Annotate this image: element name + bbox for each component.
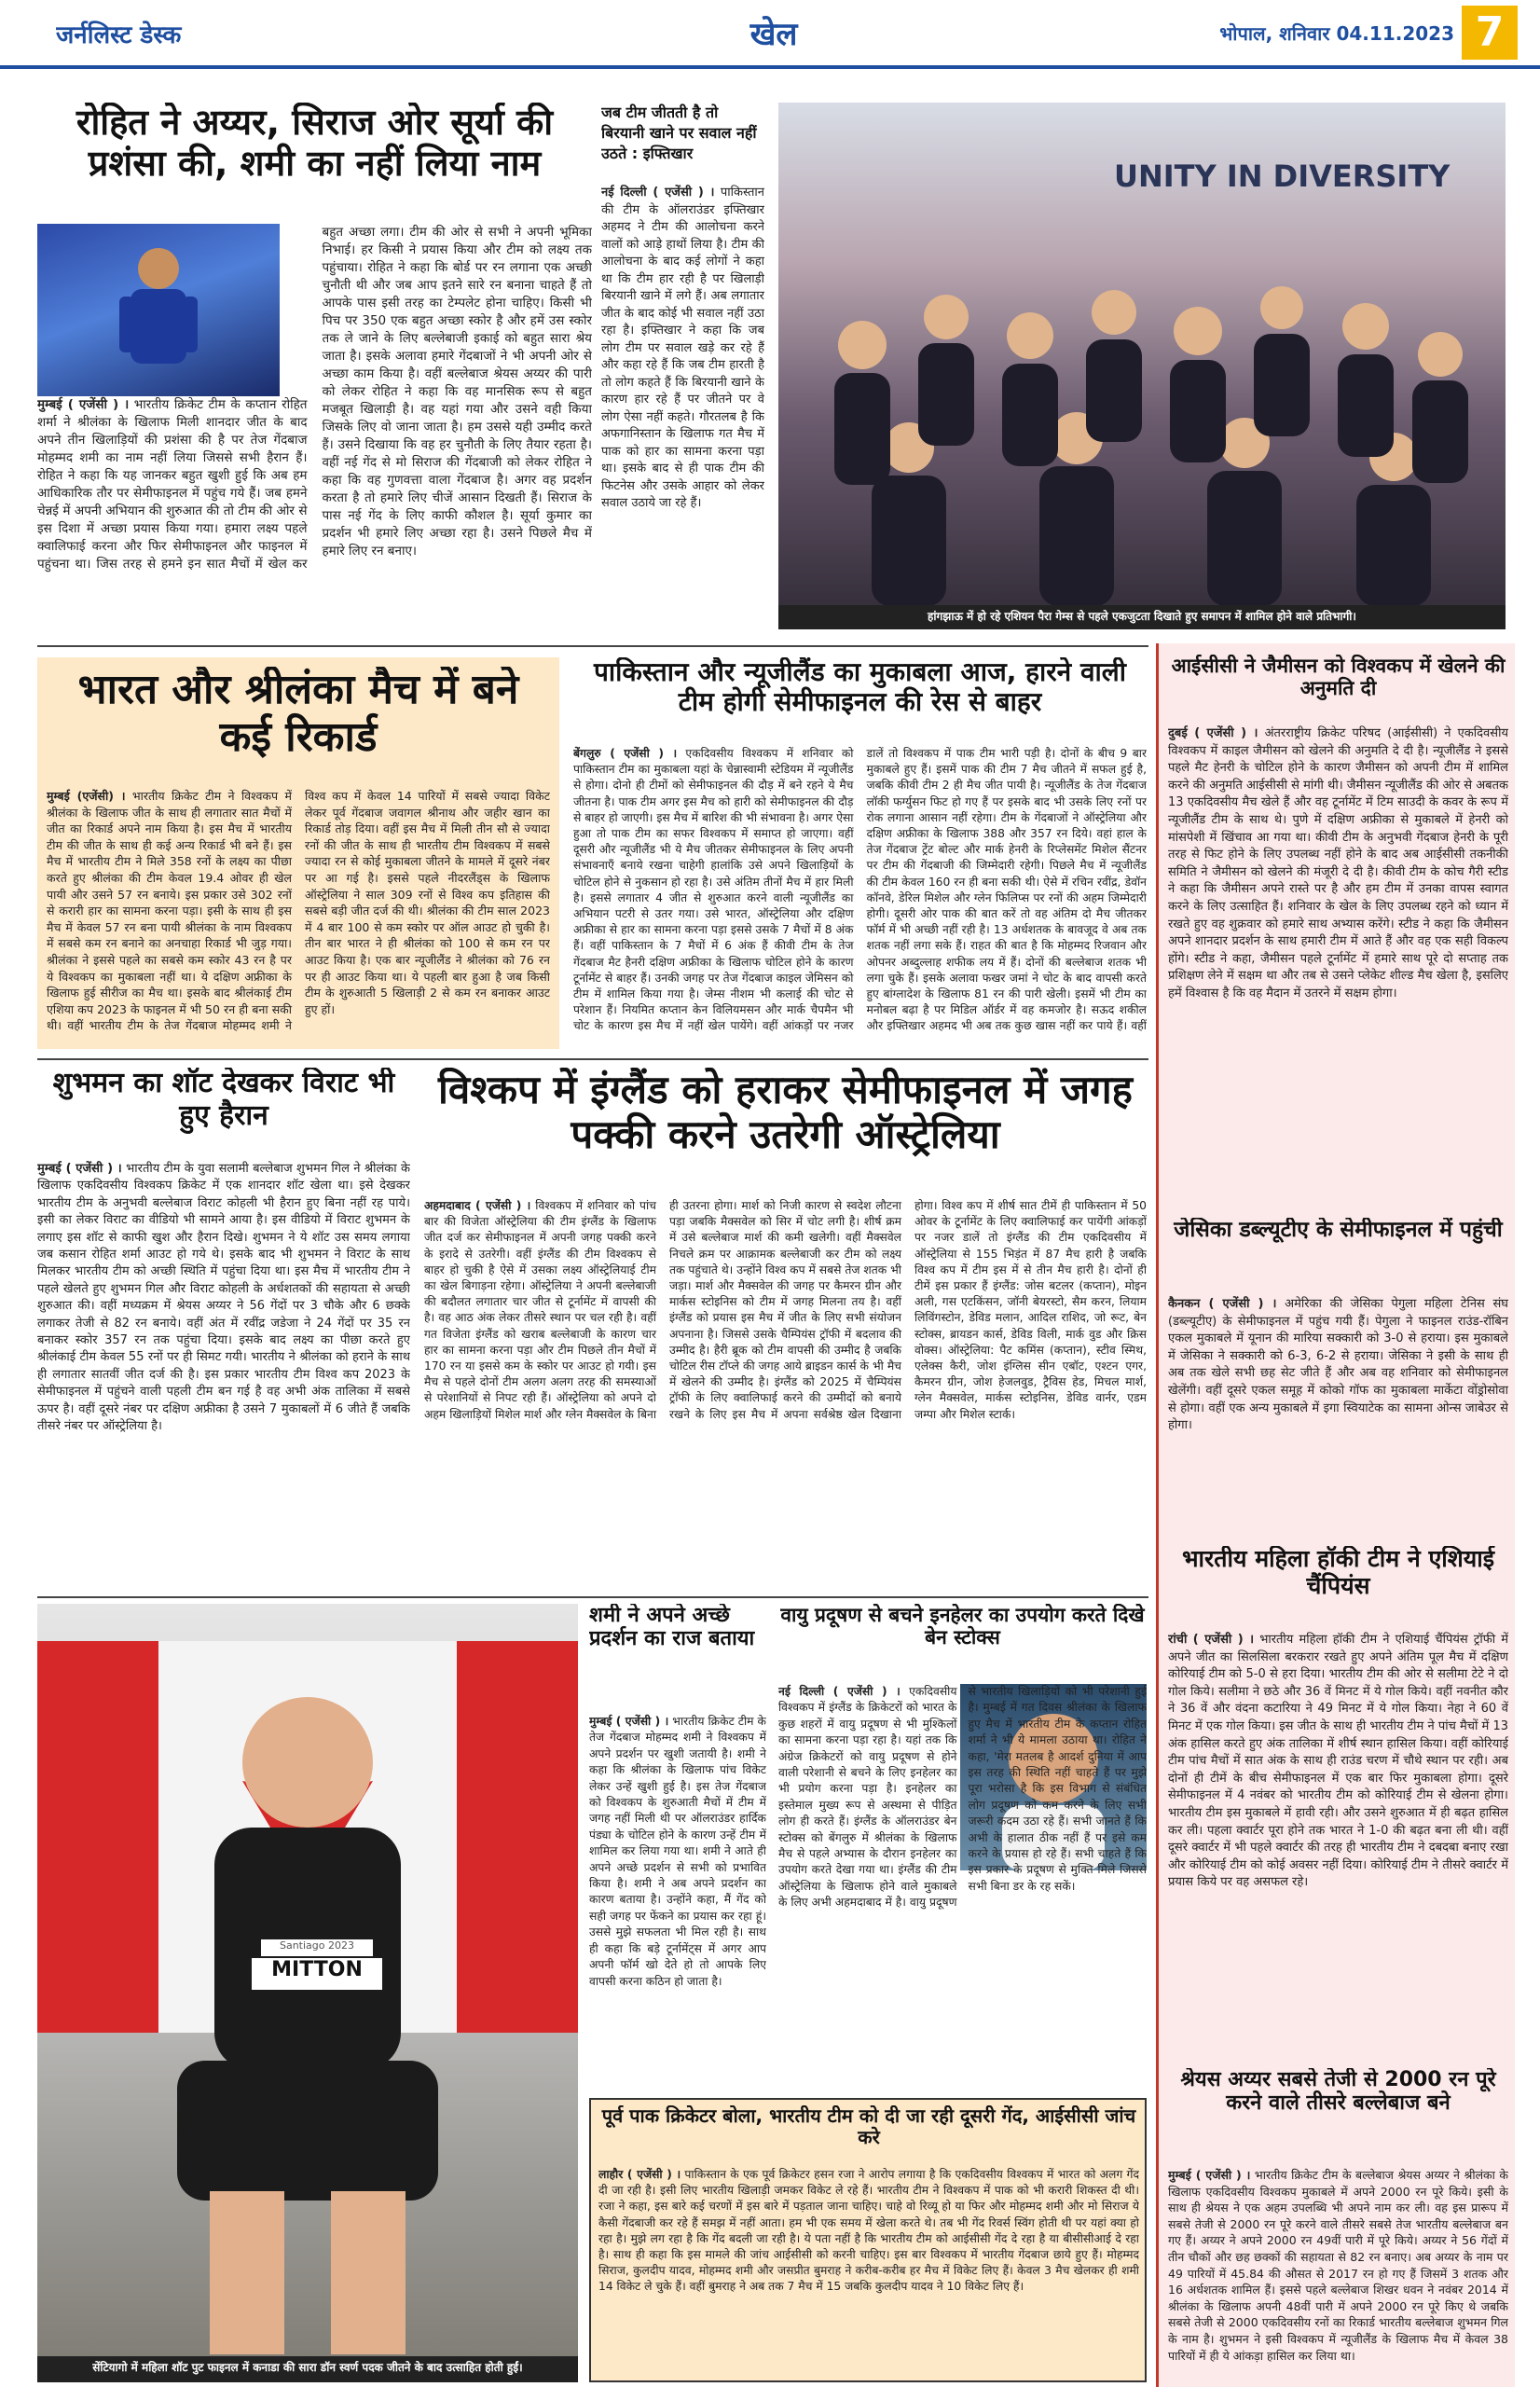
stokes-text: एकदिवसीय विश्वकप में इंग्लैंड के क्रिकेटरों को भारत के कुछ शहरों में वायु प्रदूषण से भी मुश्किलों का सामना करना पड़ा रहा है। यहां तक कि अंग्रेज क्रिकेटरों को वायु प्रदूषण से होने वाली परेशानी से बचने के लिए इनहेलर का भी प्रयोग करना पड़ा है। इनहेलर का इस्तेमाल मुख्य रूप से अस्थमा से पीड़ित लोग ही करते हैं। इंग्लैंड के ऑलराउंडर बेन स्टोक्स को बेंगलुरु में श्रीलंका के खिलाफ मैच से पहले अभ्यास के दौरान इनहेलर का उपयोग करते देखा गया था। इंग्लैंड की टीम ऑस्ट्रेलिया के खिलाफ होने वाले मुकाबले के लिए अभी अहमदाबाद में है। वायु प्रदूषण से भारतीय खिलाड़ियों को भी परेशानी हुई है। मुम्बई में गत दिवस श्रीलंका के खिलाफ हुए मैच में भारतीय टीम के कप्तान रोहित शर्मा ने भी ये मामला उठाया था। रोहित ने कहा, 'मेरा मतलब है आदर्श दुनिया में आप इस तरह की स्थिति नहीं चाहते हैं पर मुझे पूरा भरोसा है कि इस विभाग से संबंधित लोग प्रदूषण को कम करने के लिए सभी जरूरी कदम उठा रहे हैं। सभी जानते हैं कि अभी के हालात ठीक नहीं हैं पर इसे कम करने के प्रयास हो रहे हैं। सभी चाहते हैं कि इस प्रकार के प्रदूषण से मुक्ति मिले जिससे सभी बिना डर के रह सकें।: [778, 1685, 1147, 1910]
rohit-text: भारतीय क्रिकेट टीम के कप्तान रोहित शर्मा ने श्रीलंका के खिलाफ मिली शानदार जीत के बाद अपने तीन खिलाड़ियों की प्रशंसा की है पर तेज गेंदबाज मोहम्मद शमी का नाम नहीं लिया जिससे सभी हैरान हैं। रोहित ने कहा कि यह जानकर बहुत खुशी हुई कि अब हम आधिकारिक तौर पर सेमीफाइनल में पहुंच गये हैं। जब हमने चेन्नई में अपनी अभियान की शुरुआत की तो टीम की ओर से इस दिशा में अच्छा प्रयास किया गया। हमारा लक्ष्य पहले क्वालिफाई करना और फिर सेमीफाइनल और फाइनल में पहुंचना था। जिस तरह से हमने इन सात मैचों में खेल कर बहुत अच्छा लगा। टीम की ओर से सभी ने अपनी भूमिका निभाई। हर किसी ने प्रयास किया और टीम को लक्ष्य तक पहुंचाया। रोहित ने कहा कि बोर्ड पर रन लगाना एक अच्छी चुनौती थी और जब आप इतने सारे रन बनाना चाहते हैं तो आपके पास इसी तरह का टेम्पलेट होना चाहिए। किसी भी पिच पर 350 एक बहुत अच्छा स्कोर है और हमें उस स्कोर तक ले जाने के लिए बल्लेबाजी इकाई को बहुत सारा श्रेय जाता है। इसके अलावा हमारे गेंदबाजों ने भी अपनी ओर से अच्छा काम किया है। वहीं बल्लेबाज श्रेयस अय्यर की पारी को लेकर रोहित ने कहा कि वह मानसिक रूप से बहुत मजबूत खिलाड़ी है। वह यहां गया और उसने वही किया जिसके लिए वो जाना जाता है। हम उससे यही उम्मीद करते हैं। उसने दिखाया कि वह हर चुनौती के लिए तैयार रहता है। वहीं नई गेंद से मो सिराज की गेंदबाजी को लेकर रोहित ने कहा कि वह गुणवत्ता वाला गेंदबाज है। अगर वह प्रदर्शन करता है तो हमारे लिए चीजें आसान दिखती हैं। सिराज के पास नई गेंद के लिए काफी कौशल है। सूर्या कुमार का प्रदर्शन भी हमारे लिए अच्छा रहा है। उसने पिछले मैच में हमारे लिए रन बनाए।: [37, 225, 592, 572]
shreyas-body: [1168, 2167, 1508, 2381]
jamieson-text: अंतरराष्ट्रीय क्रिकेट परिषद (आईसीसी) ने एकदिवसीय विश्वकप में काइल जैमीसन को खेलने की अनुमति दे दी है। न्यूजीलैंड ने इससे पहले मैट हेनरी के चोटिल होने के कारण जैमीसन को अपनी टीम में शामिल करने की अनुमति आईसीसी से मांगी थी। जैमीसन न्यूजीलैंड की ओर से अबतक 13 एकदिवसीय मैच खेले हैं और वह टूर्नामेंट में टिम साउदी के कवर के रूप में न्यूजीलैंड टीम के साथ थे। पुणे में दक्षिण अफ्रीका से मुकाबले में हेनरी को मांसपेशी में खिंचाव आ गया था। कीवी टीम के अनुभवी गेंदबाज हेनरी के पूरी तरह से फिट होने के लिए उपलब्ध नहीं होने के बाद अब आईसीसी तकनीकी समिति ने जैमीसन को खेलने की मंजूरी दे दी है। कीवी टीम के कोच गैरी स्टीड ने कहा कि जैमीसन अपने रास्ते पर है और हम टीम में उनका वापस स्वागत करने के लिए उत्साहित हैं। शनिवार के खेल के लिए उपलब्ध रहने को ध्यान में रखते हुए वह शुक्रवार को हमारे साथ अभ्यास करेंगे। स्टीड ने कहा कि जैमीसन अपने शानदार प्रदर्शन के साथ हमारी टीम में आते हैं और वह एक सही विकल्प होंगे। स्टीड ने कहा, जैमीसन पहले टूर्नामेंट में हमारे साथ पूरे दो सप्ताह तक प्रशिक्षण लेने में सक्षम था और तब से उसने प्लेकेट शील्ड मैच खेला है, इसलिए हमें विश्वास है कि वह मैदान में उतरने में सक्षम होगा।: [1168, 726, 1508, 1000]
rohit-dateline: मुम्बई ( एजेंसी ) ।: [37, 397, 130, 412]
records-story: [37, 657, 559, 1049]
divider: [37, 1596, 1148, 1598]
australia-dateline: अहमदाबाद ( एजेंसी ) ।: [424, 1199, 531, 1212]
shubman-headline: शुभमन का शॉट देखकर विराट भी हुए हैरान: [52, 1068, 395, 1132]
stokes-story: [778, 1604, 1147, 2089]
records-headline: भारत और श्रीलंका मैच में बने कई रिकार्ड: [77, 667, 519, 761]
australia-story: [424, 1068, 1147, 1590]
biryani-body: [601, 185, 764, 634]
shreyas-dateline: मुम्बई ( एजेंसी ) ।: [1168, 2168, 1251, 2182]
jessica-dateline: कैनकन ( एजेंसी ) ।: [1168, 1297, 1277, 1311]
mitton-photo: [37, 1604, 578, 2382]
section-title: खेल: [749, 16, 798, 53]
divider: [37, 645, 1148, 647]
shami-body: [589, 1714, 766, 2089]
mitton-caption: सेंटियागो में महिला शॉट पुट फाइनल में कनाडा की सारा डॉन स्वर्ण पदक जीतने के बाद उत्साहित होती हुईं।: [37, 2356, 578, 2382]
stokes-dateline: नई दिल्ली ( एजेंसी ) ।: [778, 1685, 901, 1698]
paknz-body: [573, 746, 1147, 1049]
shubman-story: [37, 1068, 410, 1590]
stokes-body: [778, 1684, 1147, 2089]
shami-dateline: मुम्बई ( एजेंसी ) ।: [589, 1715, 669, 1728]
biryani-story: [601, 103, 764, 634]
unity-banner: UNITY IN DIVERSITY: [1114, 159, 1451, 194]
rohit-headline: रोहित ने अय्यर, सिराज ओर सूर्या की प्रशंसा की, शमी का नहीं लिया नाम: [76, 103, 554, 184]
crowd-of-athletes-icon: [778, 214, 1506, 606]
records-dateline: मुम्बई (एजेंसी) ।: [47, 789, 126, 803]
shami-headline: शमी ने अपने अच्छे प्रदर्शन का राज बताया: [589, 1604, 755, 1651]
paknz-dateline: बेंगलुरु ( एजेंसी ) ।: [573, 747, 678, 760]
hockey-dateline: रांची ( एजेंसी ) ।: [1168, 1633, 1255, 1647]
rohit-body: [37, 224, 592, 634]
biryani-headline: जब टीम जीतती है तो बिरयानी खाने पर सवाल नहीं उठते : इफ्तिखार: [601, 103, 757, 162]
shubman-body: [37, 1161, 410, 1590]
page-number: 7: [1462, 6, 1518, 60]
jessica-body: [1168, 1296, 1508, 1538]
shreyas-headline: श्रेयस अय्यर सबसे तेजी से 2000 रन पूरे करने वाले तीसरे बल्लेबाज बने: [1180, 2068, 1496, 2116]
bib-sub: Santiago 2023: [261, 1939, 373, 1956]
paknz-headline: पाकिस्तान और न्यूजीलैंड का मुकाबला आज, हारने वाली टीम होगी सेमीफाइनल की रेस से बाहर: [593, 657, 1127, 718]
rohit-story: [37, 103, 592, 634]
stokes-headline: वायु प्रदूषण से बचने इनहेलर का उपयोग करते दिखे बेन स्टोक्स: [780, 1604, 1145, 1649]
bowler-dateline: लाहौर ( एजेंसी ) ।: [598, 2168, 681, 2181]
masthead-date: भोपाल, शनिवार 04.11.2023: [1219, 22, 1454, 45]
shubman-text: भारतीय टीम के युवा सलामी बल्लेबाज शुभमन गिल ने श्रीलंका के खिलाफ एकदिवसीय विश्वकप क्रिकेट में एक शानदार शॉट खेला था। इसे देखकर भारतीय टीम के अनुभवी बल्लेबाज विराट कोहली भी हैरान हुए बिना नहीं रह पाये। इसी का लेकर विराट का वीडियो भी सामने आया है। इस वीडियो में विराट शुभमन के लगाए इस शॉट से काफी खुश और हैरान दिखे। शुभमन ने ये शॉट उस समय लगाया जब कसान रोहित शर्मा आउट हो गये थे। इसके बाद भी शुभमन ने विराट के साथ मिलकर भारतीय टीम को अच्छी स्थिति में पहुंचा दिया था। इस मैच में भारतीय टीम ने पहले खेलते हुए शुभमन गिल और विराट कोहली के अर्धशतकों की सहायता से अच्छी शुरुआत की। वहीं मध्यक्रम में श्रेयस अय्यर ने 56 गेंदों पर 3 चौके और 6 छक्के लगाकर तेजी से 82 रन बनाये। वहीं अंत में रवींद्र जडेजा ने 24 गेंदों पर 35 रन बनाकर स्कोर 357 रन तक पहुंचा दिया। इसके बाद लक्ष्य का पीछा करते हुए श्रीलंकाई टीम केवल 55 रनों पर ही सिमट गयी। भारतीय ने श्रीलंका को हराने के साथ ही लगातार सातवीं जीत दर्ज की है। इस प्रकार भारतीय टीम विश्व कप 2023 के सेमीफाइनल में पहुंचने वाली पहली टीम बन गई है वह अभी अंक तालिका में सबसे ऊपर है। वहीं दूसरे नंबर पर दक्षिण अफ्रीका है उसने 7 मुकाबलों में 6 जीते हैं जबकि तीसरे नंबर पर ऑस्ट्रेलिया है।: [37, 1162, 410, 1434]
divider: [37, 1058, 1148, 1060]
jamieson-headline: आईसीसी ने जैमीसन को विश्वकप में खेलने की अनुमति दी: [1171, 655, 1506, 700]
biryani-dateline: नई दिल्ली ( एजेंसी ) ।: [601, 186, 715, 200]
jessica-text: अमेरिका की जेसिका पेगुला महिला टेनिस संघ (डब्ल्यूटीए) के सेमीफाइनल में पहुंच गयी हैं। पेगुला ने फाइनल राउंड-रॉबिन एकल मुकाबले में यूनान की मारिया सक्कारी को 3-0 से हराया। इस मुकाबले में जेसिका ने सक्कारी को 6-3, 6-2 से हराया। जेसिका ने इसी के साथ ही अब तक खेले सभी छह सेट जीते हैं और अब वह शनिवार को सेमीफाइनल खेलेंगी। वहीं दूसरे एकल समूह में कोको गॉफ का मुकाबला मार्केटा वोंड्रोसोवा से होगा। वहीं एक अन्य मुकाबले में इगा स्वियाटेक का सामना ओन्स जाबेउर से होगा।: [1168, 1297, 1508, 1433]
jamieson-dateline: दुबई ( एजेंसी ) ।: [1168, 726, 1258, 740]
paknz-story: [573, 657, 1147, 1049]
australia-text: विश्वकप में शनिवार को पांच बार की विजेता ऑस्ट्रेलिया की टीम इंग्लैंड के खिलाफ जीत दर्ज कर सेमीफाइनल में अपनी जगह पक्की करने के इरादे से उतरेगी। वहीं इंग्लैंड की टीम विश्वकप से बाहर हो चुकी है ऐसे में उसका लक्ष्य ऑस्ट्रेलियाई टीम का खेल बिगाड़ना रहेगा। ऑस्ट्रेलिया ने अपनी बल्लेबाजी की बदौलत लगातार चार जीत से टूर्नामेंट में वापसी की है। वह आठ अंक लेकर तीसरे स्थान पर चल रही है। वहीं गत विजेता इंग्लैंड को खराब बल्लेबाजी के कारण चार हार का सामना करना पड़ा और टीम पिछले तीन मैचों में 170 रन या इससे कम के स्कोर पर आउट हो गयी। इस मैच से पहले दोनों टीम अलग अलग तरह की समस्याओं से परेशानियों से निपट रही हैं। ऑस्ट्रेलिया को अपने दो अहम खिलाड़ियों मिशेल मार्श और ग्लेन मैक्सवेल के बिना ही उतरना होगा। मार्श को निजी कारण से स्वदेश लौटना पड़ा जबकि मैक्सवेल को सिर में चोट लगी है। शीर्ष क्रम में उसे बल्लेबाज मार्श की कमी खलेगी। वहीं मैक्सवेल निचले क्रम पर आक्रामक बल्लेबाजी कर टीम को लक्ष्य तक पहुंचाते थे। उन्होंने विश्व कप में सबसे तेज शतक भी जड़ा। मार्श और मैक्सवेल की जगह पर कैमरन ग्रीन और मार्कस स्टोइनिस को टीम में जगह मिलना तय है। वहीं इंग्लैंड को प्रयास इस मैच में जीत के लिए सभी संयोजन अपनाना है। जिससे उसके चैम्पियंस ट्रॉफी में बदलाव की उम्मीद है। हैरी ब्रूक को टीम वापसी की उम्मीद है जबकि चोटिल रीस टॉप्ले की जगह आये ब्राइडन कार्स के भी मैच में खेलने की उम्मीद है। इंग्लैंड को 2025 में चैम्पियंस ट्रॉफी के लिए क्वालिफाई करने की उम्मीदों को बनाये रखने के लिए इस मैच में अपना सर्वश्रेष्ठ खेल दिखाना होगा। विश्व कप में शीर्ष सात टीमें ही पाकिस्तान में 50 ओवर के टूर्नामेंट के लिए क्वालिफाई कर पायेंगी आंकड़ों पर नजर डालें तो इंग्लैंड की टीम एकदिवसीय में ऑस्ट्रेलिया से 155 भिड़ंत में 87 मैच हारी है जबकि विश्व कप में टीम इस में से तीन मैच हारी है। दोनों ही टीमें इस प्रकार हैं इंग्लैंड: जोस बटलर (कप्तान), मोइन अली, गस एटकिंसन, जॉनी बेयरस्टो, सैम करन, लियाम लिविंगस्टोन, डेविड मलान, आदिल राशिद, जो रूट, बेन स्टोक्स, ब्रायडन कार्स, डेविड विली, मार्क वुड और क्रिस वोक्स। ऑस्ट्रेलिया: पैट कमिंस (कप्तान), स्टीव स्मिथ, एलेक्स कैरी, जोश इंग्लिस सीन एबॉट, एश्टन एगर, कैमरन ग्रीन, जोश हेजलवुड, ट्रैविस हेड, मिचल मार्श, ग्लेन मैक्सवेल, मार्कस स्टोइनिस, डेविड वार्नर, एडम जम्पा और मिशेल स्टार्क।: [424, 1199, 1147, 1421]
biryani-text: पाकिस्तान की टीम के ऑलराउंडर इफ्तिखार अहमद ने टीम की आलोचना करने वालों को आड़े हाथों लिया है। टीम की आलोचना के बाद कई लोगों ने कहा था कि टीम हार रही है पर खिलाड़ी बिरयानी खाने में लगे हैं। अब लगातार जीत के बाद कोई भी सवाल नहीं उठा रहा है। इफ्तिखार ने कहा कि जब लोग टीम पर सवाल खड़े कर रहे हैं और कहा रहे हैं कि जब टीम हारती है तो लोग कहते हैं कि बिरयानी खाने के कारण हार रहे हैं पर जीतने पर वे लोग ऐसा नहीं कहते। गौरतलब है कि अफगानिस्तान के खिलाफ गत मैच में पाक को हार का सामना करना पड़ा था। इसके बाद से ही पाक टीम की फिटनेस और उसके आहार को लेकर सवाल उठाये जा रहे हैं।: [601, 186, 764, 510]
unity-photo: [778, 103, 1506, 629]
bowler-story: [589, 2098, 1147, 2382]
paknz-text: एकदिवसीय विश्वकप में शनिवार को पाकिस्तान टीम का मुकाबला यहां के चेन्नास्वामी स्टेडियम में न्यूजीलैंड से होगा। दोनो ही टीमों को सेमीफाइनल की दौड़ में बने रहने ये मैच जीतना है। पाक टीम अगर इस मैच को हारी को सेमीफाइनल की दौड़ से बाहर हो जाएगी। इस मैच में बारिश की भी संभावना है। अगर ऐसा हुआ तो पाक टीम का सफर विश्वकप में समाप्त हो जाएगा। वहीं दूसरी और न्यूजीलैंड भी ये मैच जीतकर सेमीफाइनल के लिए अपनी संभावनाएँ बनाये रखना चाहेगी हालांकि उसे अपने खिलाड़ियों के चोटिल होने से नुकसान हो रहा है। उसे अंतिम तीनों मैच में हार मिली है। इससे लगातार 4 जीत से शुरुआत करने वाली न्यूजीलैंड का अभियान पटरी से उतर गया। उसे भारत, ऑस्ट्रेलिया और दक्षिण अफ्रीका से हार का सामना करना पड़ा इससे उसके 7 मैचों में 8 अंक हैं। वहीं पाकिस्तान के 7 मैचों में 6 अंक हैं कीवी टीम के तेज गेंदबाज मैट हैनरी दक्षिण अफ्रीका के खिलाफ चोटिल होने के कारण टूर्नामेंट से बाहर हैं। उनकी जगह पर तेज गेंदबाज काइल जेमिसन को टीम में शामिल किया गया है। जेम्स नीशम भी कलाई की चोट से परेशान हैं। नियमित कप्तान केन विलियमसन और मार्क चैपमैन भी चोट के कारण इस मैच में नहीं खेल पायेंगे। वहीं आंकड़ों पर नजर डालें तो विश्वकप में पाक टीम भारी पड़ी है। दोनों के बीच 9 बार मुकाबले हुए हैं। इसमें पाक की टीम 7 मैच जीतने में सफल हुई है, जबकि कीवी टीम 2 ही मैच जीत पायी है। न्यूजीलैंड के तेज गेंदबाज लॉकी फर्ग्युसन फिट हो गए हैं पर इसके बाद भी उसके लिए रनों पर रोक लगाना आसान नहीं रहेगा। टीम के गेंदबाजों ने ऑस्ट्रेलिया और दक्षिण अफ्रीका के खिलाफ 388 और 357 रन दिये। वहां हाल के तेज गेंदबाज ट्रेंट बोल्ट और मार्क हेनरी के रिप्लेसमेंट मिशेल सैंटनर पर टीम की गेंदबाजी की जिम्मेदारी रहेगी। पिछले मैच में न्यूजीलैंड की टीम केवल 160 रन ही बना सकी थी। ऐसे में रचिन रवींद्र, डेवॉन कॉनवे, डेरिल मिशेल और ग्लेन फिलिप्स पर रनों की अहम जिम्मेदारी होगी। दूसरी ओर पाक की बात करें तो वह अंतिम दो मैच जीतकर फॉर्म में भी अच्छी नहीं रही है। 13 अर्धशतक के बावजूद वे अब तक शतक नहीं लगा सके हैं। राहत की बात है कि मोहम्मद रिजवान और ओपनर अब्दुल्लाह शफीक लय में हैं। दोनों की बल्लेबाज शतक भी लगा चुके हैं। इसके अलावा फखर जमां ने चोट के बाद वापसी करते हुए बांग्लादेश के खिलाफ 81 रन की पारी खेली। इसमें भी टीम का मनोबल बढ़ा है पर मिडिल ऑर्डर में वह कमजोर है। सऊद शकील और इफ्तिखार अहमद भी अब तक कुछ खास नहीं कर पाये हैं। वहीं: [573, 747, 1147, 1033]
records-text: भारतीय क्रिकेट टीम ने विश्वकप में श्रीलंका के खिलाफ जीत के साथ ही लगातार सात मैचों में जीत का रिकार्ड अपने नाम किया है। इस मैच में भारतीय टीम की जीत के साथ ही कई अन्य रिकार्ड भी बने हैं। इस मैच में भारतीय टीम ने मिले 358 रनों के लक्ष्य का पीछा करते हुए श्रीलंका की टीम केवल 19.4 ओवर ही खेल पायी और उसने 57 रन बनाये। इस प्रकार उसे 302 रनों से करारी हार का सामना करना पड़ा। इसी के साथ ही इस मैच में केवल 57 रन बना पायी श्रीलंका के नाम विश्वकप में सबसे कम रन बनाने का अनचाहा रिकार्ड भी जुड़ गया। श्रीलंका ने इससे पहले का सबसे कम स्कोर 43 रन है पर ये विश्वकप का मुकाबला नहीं था। ये दक्षिण अफ्रीका के खिलाफ हुई सीरीज का मैच था। इसके बाद श्रीलंकाई टीम एशिया कप 2023 के फाइनल में भी 50 रन ही बना सकी थी। वहीं भारतीय टीम के तेज गेंदबाज मोहम्मद शमी ने विश्व कप में केवल 14 पारियों में सबसे ज्यादा विकेट लेकर पूर्व गेंदबाज जवागल श्रीनाथ और जहीर खान का रिकार्ड तोड़ दिया। वहीं इस मैच में मिली तीन सौ से ज्यादा रनों की जीत के साथ ही भारतीय टीम विश्वकप में सबसे ज्यादा रन से कोई मुकाबला जीतने के मामले में दूसरे नंबर पर आ गई है। इससे पहले नीदरलैंड्स के खिलाफ ऑस्ट्रेलिया ने साल 309 रनों से विश्व कप इतिहास की सबसे बड़ी जीत दर्ज की थी। श्रीलंका की टीम साल 2023 में 4 बार 100 से कम स्कोर पर ऑल आउट हो चुकी है। तीन बार भारत ने ही श्रीलंका को 100 से कम रन पर आउट किया है। एक बार न्यूजीलैंड ने श्रीलंका को 76 रन पर ही आउट किया था। ये पहली बार हुआ है जब किसी टीम के शुरुआती 5 खिलाड़ी 2 से कम रन बनाकर आउट हुए हों।: [47, 789, 550, 1033]
shreyas-text: भारतीय क्रिकेट टीम के बल्लेबाज श्रेयस अय्यर ने श्रीलंका के खिलाफ एकदिवसीय विश्वकप मुकाबले में अपने 2000 रन पूरे किये। इसी के साथ ही श्रेयस ने एक अहम उपलब्धि भी अपने नाम कर ली। वह इस प्रारूप में सबसे तेजी से 2000 रन पूरे करने वाले तीसरे सबसे तेज भारतीय बल्लेबाज बन गए हैं। अय्यर ने अपने 2000 रन 49वीं पारी में पूरे किये। अय्यर ने 56 गेंदों में तीन चौकों और छह छक्कों की सहायता से 82 रन बनाए। अब अय्यर के नाम पर 49 पारियों में 45.84 की औसत से 2017 रन हो गए हैं जिसमें 3 शतक और 16 अर्धशतक शामिल हैं। इससे पहले बल्लेबाज शिखर धवन ने नवंबर 2014 में श्रीलंका के खिलाफ अपनी 48वीं पारी में अपने 2000 रन पूरे किए थे जबकि सबसे तेजी से 2000 एकदिवसीय रनों का रिकार्ड भारतीय बल्लेबाज शुभमन गिल के नाम है। शुभमन ने इसी विश्वकप में न्यूजीलैंड के खिलाफ मैच में केवल 38 पारियों में ही ये आंकड़ा हासिल कर लिया था।: [1168, 2168, 1508, 2363]
bib-name: MITTON: [252, 1958, 382, 1990]
right-sidebar: [1156, 643, 1515, 2387]
records-body: [47, 788, 550, 1042]
bowler-headline: पूर्व पाक क्रिकेटर बोला, भारतीय टीम को दी जा रही दूसरी गेंद, आईसीसी जांच करे: [601, 2105, 1136, 2148]
shami-text: भारतीय क्रिकेट टीम के तेज गेंदबाज मोहम्मद शमी ने विश्वकप में अपने प्रदर्शन पर खुशी जतायी है। शमी ने कहा कि श्रीलंका के खिलाफ पांच विकेट लेकर उन्हें खुशी हुई है। इस तेज गेंदबाज को विश्वकप के शुरुआती मैचों में टीम में जगह नहीं मिली थी पर ऑलराउंडर हार्दिक पंड्या के चोटिल होने के कारण उन्हें टीम में शामिल कर लिया गया था। शमी ने आते ही अपने अच्छे प्रदर्शन से सभी को प्रभावित किया है। शमी ने अब अपने प्रदर्शन का कारण बताया है। उन्होंने कहा, मैं गेंद को सही जगह पर फेंकने का प्रयास कर रहा हूं। उससे मुझे सफलता भी मिल रही है। साथ ही कहा कि बड़े टूर्नामेंट्स में अगर आप अपनी फॉर्म खो देते हो तो आपके लिए वापसी करना कठिन हो जाता है।: [589, 1715, 766, 1988]
bowler-body: [598, 2167, 1139, 2378]
bowler-text: पाकिस्तान के एक पूर्व क्रिकेटर हसन रजा ने आरोप लगाया है कि एकदिवसीय विश्वकप में भारत को अलग गेंद दी जा रही है। इसी लिए भारतीय खिलाड़ी जमकर विकेट ले रहे हैं। भारतीय टीम ने विश्वकप में पाक को भी करारी शिकस्त दी थी। रजा ने कहा, इस बारे कई चरणों में इस बारे में पड़ताल जाना चाहिए। चाहे वो रिव्यू हो या फिर और मोहम्मद शमी और मो सिराज ये कैसी गेंदबाजी कर रहे हैं समझ में नहीं आता। हम भी एक समय में खेला करते थे। तब भी गेंद रिवर्स स्विंग होती थी पर यहां क्या हो रहा है। मुझे लग रहा है कि गेंद बदली जा रही है। ये पता नहीं है कि भारतीय टीम को आईसीसी गेंद दे रहा है या बीसीसीआई दे रहा है। साथ ही कहा कि इस मामले की जांच आईसीसी को करनी चाहिए। इस बार विश्वकप में भारतीय गेंदबाज छाये हुए हैं। मोहम्मद सिराज, कुलदीप यादव, मोहम्मद शमी और जसप्रीत बुमराह ने करीब-करीब हर मैच में विकेट लिए हैं। केवल 3 मैच खेलकर ही शमी 14 विकेट ले चुके हैं। वहीं बुमराह ने अब तक 7 मैच में 15 जबकि कुलदीप यादव ने 10 विकेट लिए हैं।: [598, 2168, 1139, 2294]
jessica-headline: जेसिका डब्ल्यूटीए के सेमीफाइनल में पहुंची: [1174, 1218, 1503, 1242]
hockey-body: [1168, 1632, 1508, 2061]
masthead: [0, 0, 1540, 69]
hockey-headline: भारतीय महिला हॉकी टीम ने एशियाई चैंपियंस: [1181, 1546, 1495, 1599]
unity-caption: हांगझाऊ में हो रहे एशियन पैरा गेम्स से पहले एकजुटता दिखाते हुए समापन में शामिल होने वाले प्रतिभागी।: [778, 605, 1506, 629]
rohit-photo-spacer: [37, 224, 308, 396]
australia-headline: विश्कप में इंग्लैंड को हराकर सेमीफाइनल में जगह पक्की करने उतरेगी ऑस्ट्रेलिया: [438, 1068, 1133, 1158]
australia-body: [424, 1198, 1147, 1590]
jamieson-body: [1168, 725, 1508, 1210]
shubman-dateline: मुम्बई ( एजेंसी ) ।: [37, 1162, 122, 1176]
shami-story: [589, 1604, 766, 2089]
masthead-left-label: जर्नलिस्ट डेस्क: [56, 21, 182, 49]
hockey-text: भारतीय महिला हॉकी टीम ने एशियाई चैंपियंस ट्रॉफी में अपने जीत का सिलसिला बरकरार रखते हुए अपने अंतिम पूल मैच में दक्षिण कोरियाई टीम को 5-0 से हरा दिया। भारतीय टीम की ओर से सलीमा टेटे ने दो गोल किये। सलीमा ने छठे और 36 वें मिनट में ये गोल किये। वहीं नवनीत कौर ने 36 वें और वंदना कटारिया ने 49 मिनट में ये गोल किया। नेहा ने 60 वें मिनट में एक गोल किया। इस जीत के साथ ही भारतीय टीम ने पांच मैचों में 13 अंक हासिल करते हुए अंक तालिका में शीर्ष स्थान हासिल किया। वहीं कोरियाई टीम पांच मैचों में सात अंक के साथ ही राउंड चरण में चौथे स्थान पर रही। अब दोनों ही टीमें के बीच सेमीफाइनल में एक बार फिर मुकाबला होगा। दूसरे सेमीफाइनल में 4 नवंबर को भारतीय टीम को कोरियाई टीम से खेलना होगा। भारतीय टीम इस मुकाबले में हावी रही। और उसने शुरुआत में ही बढ़त हासिल कर ली। पहला क्वार्टर पूरा होने तक भारत ने 1-0 की बढ़त बना ली थी। वहीं दूसरे क्वार्टर में भी पहले क्वार्टर की तरह ही भारतीय टीम ने दबदबा बनाए रखा और कोरियाई टीम को कोई अवसर नहीं दिया। कोरियाई टीम ने तीसरे क्वार्टर में प्रयास किये पर वह असफल रहे।: [1168, 1633, 1508, 1890]
